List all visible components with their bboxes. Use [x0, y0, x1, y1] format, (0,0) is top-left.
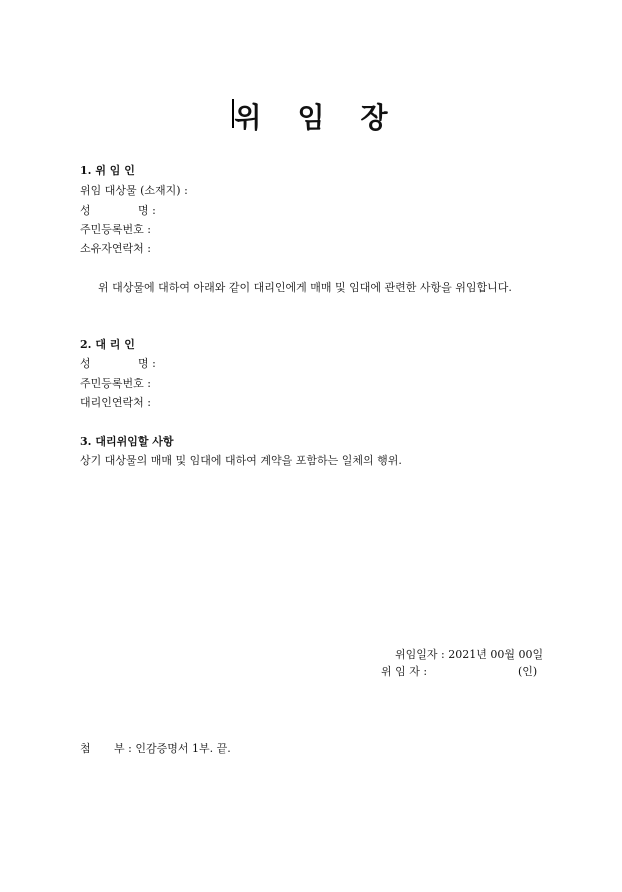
section2-heading: 2. 대 리 인 — [80, 338, 135, 351]
attachment-label-a: 첨 — [80, 742, 91, 755]
seal-mark: (인) — [518, 665, 538, 678]
section2-rrn-label: 주민등록번호 : — [80, 377, 151, 390]
date-line — [395, 648, 543, 662]
agent-contact-label: 대리인연락처 : — [80, 396, 151, 409]
delegator-label: 위 임 자 : — [381, 665, 428, 678]
section1-name-label: 성 명 : — [80, 204, 156, 217]
section1-rrn-label: 주민등록번호 : — [80, 223, 151, 236]
title-char-1: 위 — [234, 101, 262, 134]
section2-name-label: 성 명 : — [80, 357, 156, 370]
attachment-label-b: 부 — [114, 742, 125, 755]
document-title — [0, 96, 622, 136]
attachment-line — [80, 742, 231, 756]
title-char-2: 임 — [297, 101, 325, 134]
section3-heading: 3. 대리위임할 사항 — [80, 435, 174, 448]
owner-contact-label: 소유자연락처 : — [80, 242, 151, 255]
section3-content: 상기 대상물의 매매 및 임대에 대하여 계약을 포함하는 일체의 행위. — [80, 454, 402, 467]
date-label: 위임일자 — [395, 648, 438, 661]
date-value: : 2021년 00월 00일 — [441, 648, 544, 661]
section1-heading: 1. 위 임 인 — [80, 164, 135, 177]
attachment-value: : 인감증명서 1부. 끝. — [128, 742, 231, 755]
delegation-statement: 위 대상물에 대하여 아래와 같이 대리인에게 매매 및 임대에 관련한 사항을 위임합니다. — [98, 281, 512, 294]
property-label: 위임 대상물 (소재지) : — [80, 184, 188, 197]
title-char-3: 장 — [360, 101, 388, 134]
